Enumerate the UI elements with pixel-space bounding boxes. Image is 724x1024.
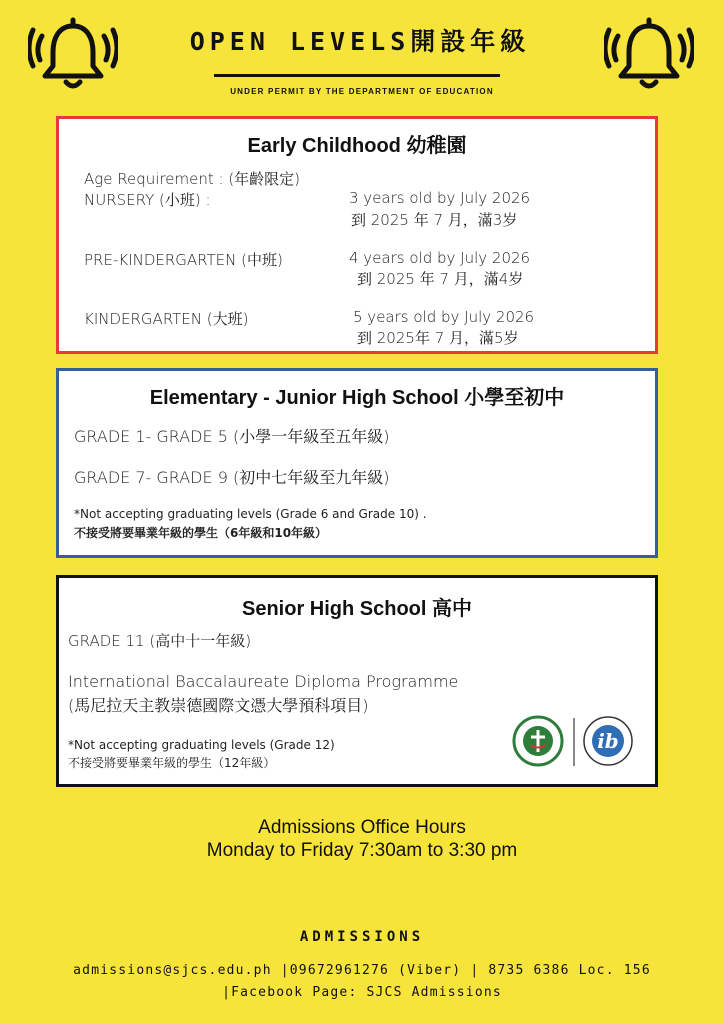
contact-line-facebook: |Facebook Page: SJCS Admissions — [222, 985, 502, 1000]
ib-logo — [582, 715, 634, 767]
level-age: 4 years old by July 2026 — [349, 249, 531, 267]
early-childhood-heading: Early Childhood 幼稚園 — [247, 135, 467, 157]
contact-line: admissions@sjcs.edu.ph |09672961276 (Viber) | 8735 6386 Loc. 156 — [73, 963, 651, 978]
senior-high-card — [56, 575, 658, 787]
grade-range: GRADE 7- GRADE 9 (初中七年級至九年級) — [74, 468, 390, 487]
age-requirement-label: Age Requirement : (年齡限定) — [84, 170, 301, 188]
hours-title: Admissions Office Hours — [258, 817, 466, 838]
grade-range: GRADE 11 (高中十一年級) — [68, 632, 252, 650]
bell-icon — [604, 14, 694, 96]
level-age-cn: 到 2025年 7 月，滿5岁 — [357, 329, 519, 347]
permit-subtitle: UNDER PERMIT BY THE DEPARTMENT OF EDUCATION — [230, 87, 494, 96]
senior-high-heading: Senior High School 高中 — [241, 598, 472, 620]
ib-programme: International Baccalaureate Diploma Programme — [68, 672, 459, 691]
note-en: *Not accepting graduating levels (Grade 6 and Grade 10) . — [74, 507, 427, 521]
note-cn: 不接受將要畢業年級的學生（12年級） — [68, 756, 276, 770]
page-title: OPEN LEVELS開設年級 — [189, 27, 531, 56]
elementary-card — [56, 368, 658, 558]
level-age: 3 years old by July 2026 — [349, 189, 531, 207]
ib-logo-text: ib — [597, 729, 619, 753]
title-divider — [214, 74, 500, 77]
hours-time: Monday to Friday 7:30am to 3:30 pm — [206, 840, 518, 861]
level-name: PRE-KINDERGARTEN (中班) — [84, 251, 283, 269]
level-age-cn: 到 2025 年 7 月，滿3岁 — [351, 211, 518, 229]
admissions-heading: ADMISSIONS — [299, 929, 425, 945]
level-name: NURSERY (小班) : — [84, 191, 211, 209]
school-logo — [512, 715, 564, 767]
note-en: *Not accepting graduating levels (Grade 12) — [68, 738, 335, 752]
logo-divider — [573, 718, 575, 766]
grade-range: GRADE 1- GRADE 5 (小學一年級至五年級) — [74, 427, 390, 446]
level-age-cn: 到 2025 年 7 月，滿4岁 — [357, 270, 524, 288]
elementary-heading: Elementary - Junior High School 小學至初中 — [149, 387, 565, 409]
level-name: KINDERGARTEN (大班) — [84, 310, 249, 328]
level-age: 5 years old by July 2026 — [353, 308, 535, 326]
bell-icon — [28, 14, 118, 96]
note-cn: 不接受將要畢業年級的學生（6年級和10年級） — [74, 526, 328, 540]
early-childhood-card — [56, 116, 658, 354]
ib-programme-cn: (馬尼拉天主教崇德國際文憑大學預科項目) — [68, 696, 369, 715]
